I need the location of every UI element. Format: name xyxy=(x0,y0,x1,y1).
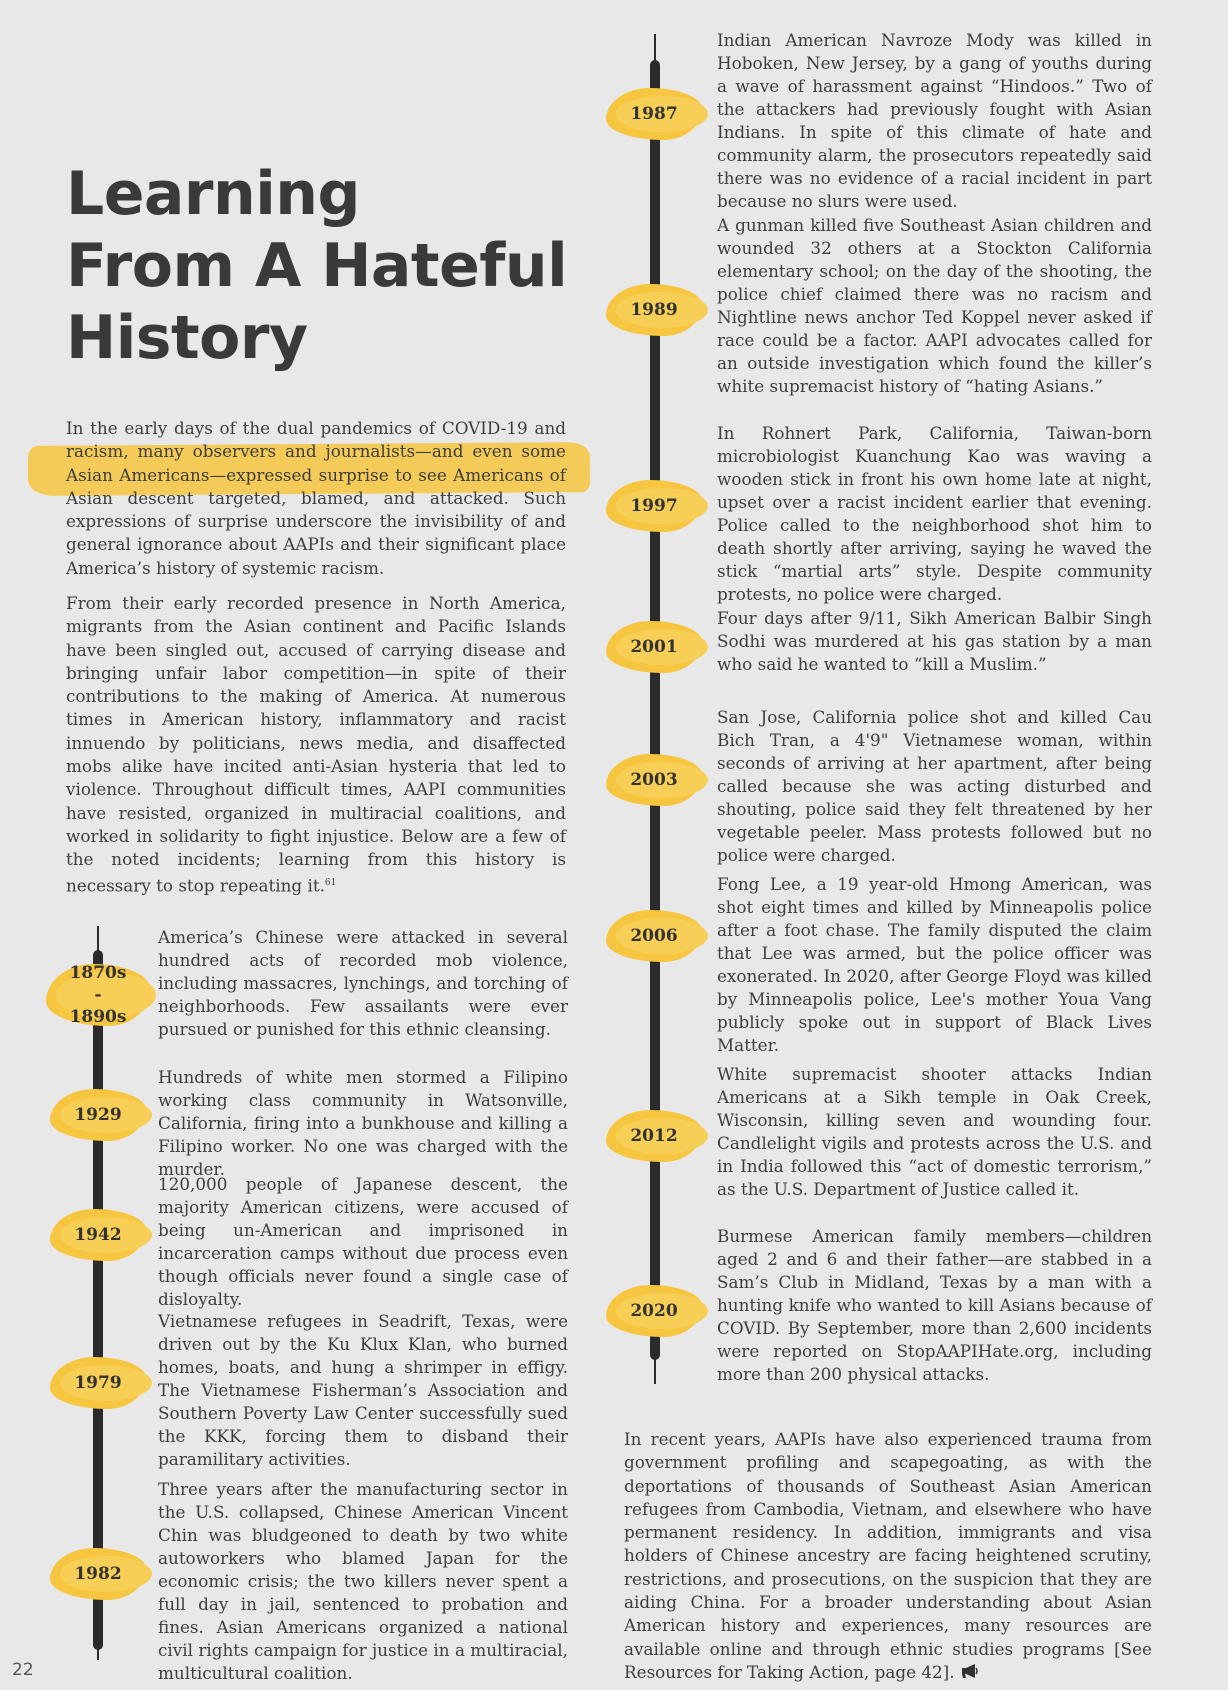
intro-paragraph-2: From their early recorded presence in North America, migrants from the Asian continent and Pacific Islands have been singled out, accused of carrying disease and bringing unfair labor competition—in spite of their contributions to the making of America. At numerous times in American history, inflammatory and racist innuendo by politicians, news media, and disaffected mobs alike have incited anti-Asian hysteria that led to violence. Throughout difficult times, AAPI communities have resisted, organized in multiracial coalitions, and worked in solidarity to fight injustice. Below are a few of the noted incidents; learning from this history is necessary to stop repeating it.$^{61}$ xyxy=(66,593,566,896)
timeline-entry-2001: Four days after 9/11, Sikh American Balbir Singh Sodhi was murdered at his gas station by a man who said he wanted to “kill a Muslim.” xyxy=(717,608,1152,674)
timeline-entry-2012: White supremacist shooter attacks Indian Americans at a Sikh temple in Oak Creek, Wisconsin, killing seven and wounding four. Candlelight vigils and protests across the U.S. and in India followed this “act of domestic terrorism,” as the U.S. Department of Justice called it. xyxy=(717,1064,1152,1199)
year-marker-1989: 1989 xyxy=(606,284,702,336)
year-marker-1997: 1997 xyxy=(606,480,702,532)
year-marker-2006: 2006 xyxy=(606,910,702,962)
timeline-entry-1987: Indian American Navroze Mody was killed in Hoboken, New Jersey, by a gang of youths during a wave of harassment against “Hindoos.” Two of the attackers had previously fought with Asian Indians. In spite of this climate of hate and community alarm, the prosecutors repeatedly said there was no evidence of a racial incident in part because no slurs were used. xyxy=(717,30,1152,211)
timeline-entry-1870s: America’s Chinese were attacked in several hundred acts of recorded mob violence, including massacres, lynchings, and torching of neighborhoods. Few assailants were ever pursued or punished for this ethnic cleansing. xyxy=(158,927,568,1039)
left-timeline-cap-bottom xyxy=(97,1640,99,1660)
year-marker-1979: 1979 xyxy=(50,1357,146,1409)
title-line-2: From A Hateful xyxy=(66,231,568,301)
year-marker-1870s: 1870s - 1890s xyxy=(46,964,150,1026)
timeline-entry-2006: Fong Lee, a 19 year-old Hmong American, was shot eight times and killed by Minneapolis police after a foot chase. The family disputed the claim that Lee was armed, but the police officer was exonerated. In 2020, after George Floyd was killed by Minneapolis police, Lee's mother Youa Vang publicly spoke out in support of Black Lives Matter. xyxy=(717,874,1152,1055)
title-line-1: Learning xyxy=(66,159,360,229)
page-title xyxy=(66,158,586,374)
year-marker-1987: 1987 xyxy=(606,88,702,140)
timeline-entry-1982: Three years after the manufacturing sector in the U.S. collapsed, Chinese American Vincent Chin was bludgeoned to death by two white autoworkers who blamed Japan for the economic crisis; the two killers never spent a full day in jail, sentenced to probation and fines. Asian Americans organized a national civil rights campaign for justice in a multiracial, multicultural coalition. xyxy=(158,1479,568,1683)
intro-paragraph-1: In the early days of the dual pandemics of COVID-19 and racism, many observers and journalists—and even some Asian Americans—expressed surprise to see Americans of Asian descent targeted, blamed, and attacked. Such expressions of surprise underscore the invisibility of and general ignorance about AAPIs and their significant place America’s history of systemic racism. xyxy=(66,418,566,578)
right-timeline-cap-bottom xyxy=(654,1350,656,1384)
timeline-entry-1997: In Rohnert Park, California, Taiwan-born microbiologist Kuanchung Kao was waving a wooden stick in front his own home late at night, upset over a racist incident earlier that evening. Police called to the neighborhood shot him to death shortly after arriving, saying he waved the stick “martial arts” style. Despite community protests, no police were charged. xyxy=(717,423,1152,604)
right-timeline-line xyxy=(650,60,660,1360)
title-line-3: History xyxy=(66,303,308,373)
year-marker-2003: 2003 xyxy=(606,754,702,806)
year-marker-2001: 2001 xyxy=(606,621,702,673)
year-marker-1942: 1942 xyxy=(50,1209,146,1261)
timeline-entry-1979: Vietnamese refugees in Seadrift, Texas, were driven out by the Ku Klux Klan, who burned homes, boats, and hung a shrimper in effigy. The Vietnamese Fisherman’s Association and Southern Poverty Law Center successfully sued the KKK, forcing them to disband their paramilitary activities. xyxy=(158,1311,568,1469)
timeline-entry-2020: Burmese American family members—children aged 2 and 6 and their father—are stabbed in a Sam’s Club in Midland, Texas by a man with a hunting knife who wanted to kill Asians because of COVID. By September, more than 2,600 incidents were reported on StopAAPIHate.org, including more than 200 physical attacks. xyxy=(717,1226,1152,1384)
closing-paragraph: In recent years, AAPIs have also experienced trauma from government profiling and scapegoating, as with the deportations of thousands of Southeast Asian American refugees from Cambodia, Vietnam, and elsewhere who have permanent residency. In addition, immigrants and visa holders of Chinese ancestry are facing heightened scrutiny, restrictions, and prosecutions, on the suspicion that they are aiding China. For a broader understanding about Asian American history and experiences, many resources are available online and through ethnic studies programs [See Resources for Taking Action, page 42]. xyxy=(624,1428,1152,1685)
timeline-entry-1989: A gunman killed five Southeast Asian children and wounded 32 others at a Stockton California elementary school; on the day of the shooting, the police chief claimed there was no racism and Nightline news anchor Ted Koppel never asked if race could be a factor. AAPI advocates called for an outside investigation which found the killer’s white supremacist history of “hating Asians.” xyxy=(717,215,1152,396)
timeline-entry-1929: Hundreds of white men stormed a Filipino working class community in Watsonville, California, firing into a bunkhouse and killing a Filipino worker. No one was charged with the murder. xyxy=(158,1067,568,1179)
page-number: 22 xyxy=(12,1660,34,1680)
year-marker-2020: 2020 xyxy=(606,1285,702,1337)
left-timeline-line xyxy=(93,950,103,1650)
year-marker-1982: 1982 xyxy=(50,1548,146,1600)
timeline-entry-1942: 120,000 people of Japanese descent, the majority American citizens, were accused of being un-American and imprisoned in incarceration camps without due process even though officials never found a single case of disloyalty. xyxy=(158,1174,568,1309)
footnote-ref: 61 xyxy=(324,877,337,888)
year-marker-1929: 1929 xyxy=(50,1089,146,1141)
timeline-entry-2003: San Jose, California police shot and killed Cau Bich Tran, a 4'9" Vietnamese woman, within seconds of arriving at her apartment, after being called because she was acting disturbed and shouting, police said they felt threatened by her vegetable peeler. Mass protests followed but no police were charged. xyxy=(717,707,1152,865)
megaphone-icon xyxy=(961,1662,979,1685)
year-marker-2012: 2012 xyxy=(606,1110,702,1162)
